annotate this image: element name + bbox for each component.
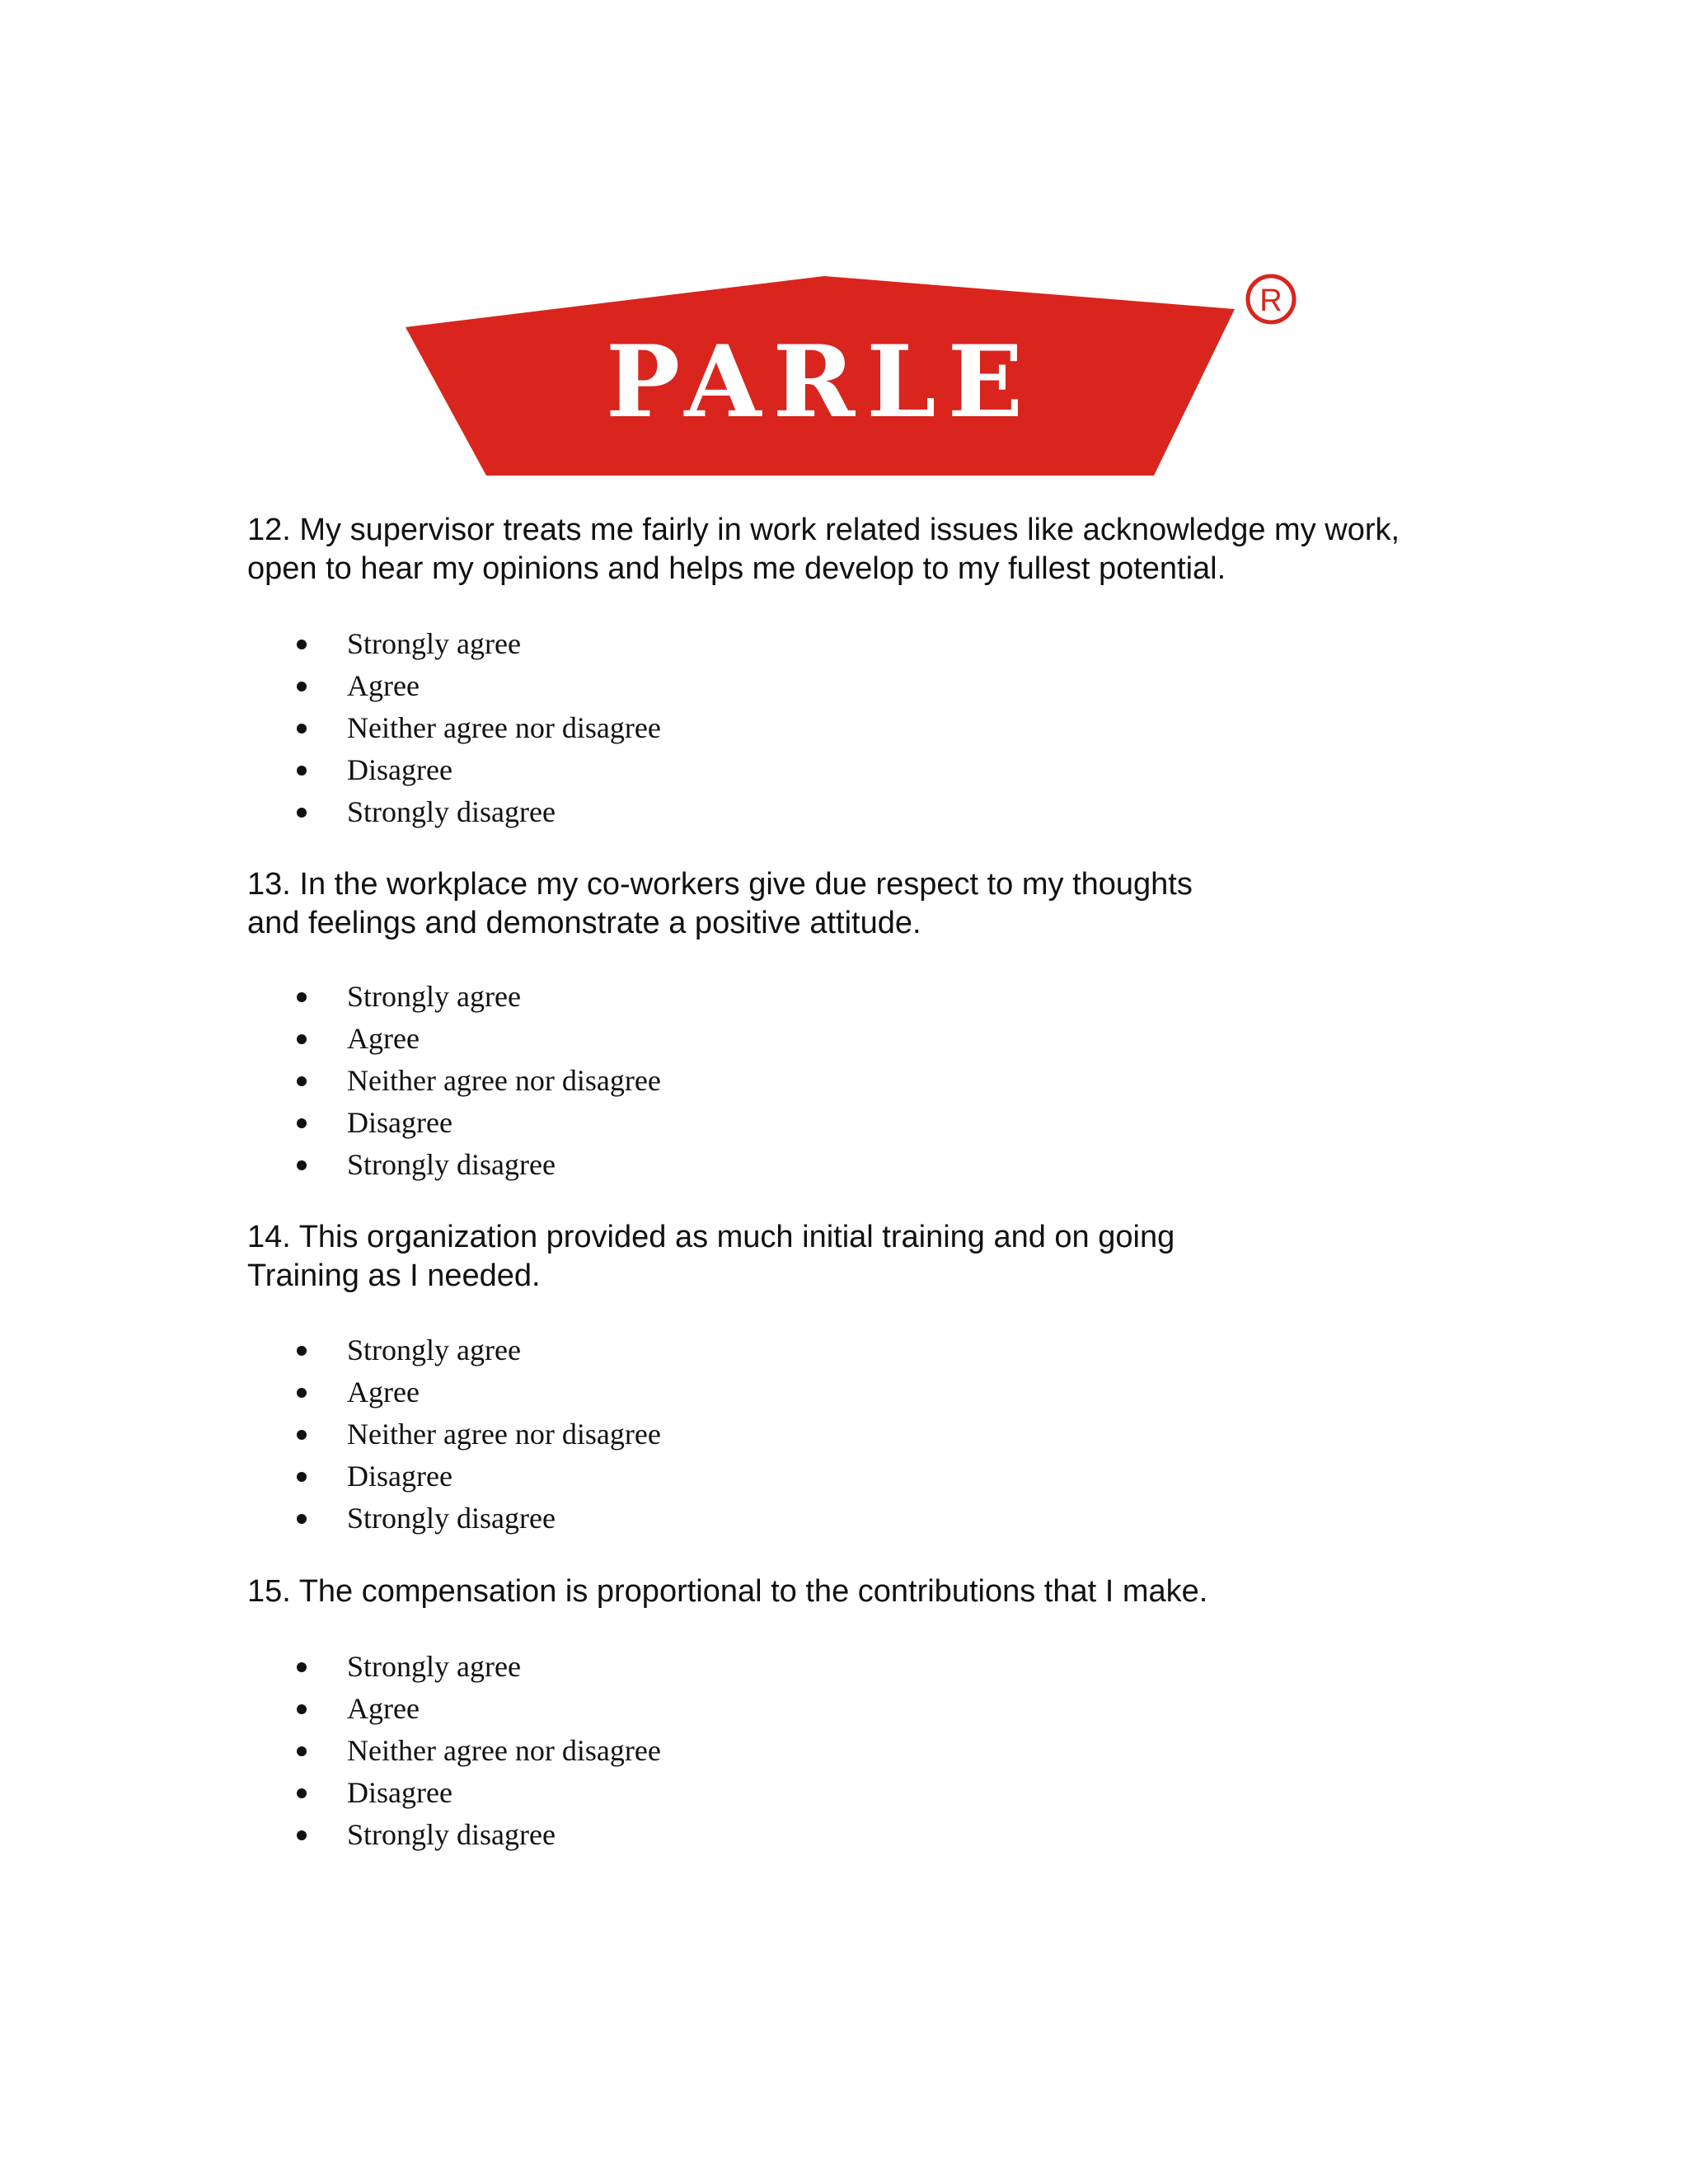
bullet-icon	[297, 1746, 307, 1756]
option-agree	[297, 1371, 661, 1413]
bullet-icon	[297, 1514, 307, 1524]
question-text-line: 15. The compensation is proportional to the contributions that I make.	[247, 1574, 1208, 1609]
option-label: Agree	[347, 669, 420, 702]
question-text-line: 14. This organization provided as much initial training and on going	[247, 1220, 1175, 1254]
option-neither	[297, 1730, 661, 1772]
option-label: Neither agree nor disagree	[347, 1734, 661, 1767]
bullet-icon	[297, 1076, 307, 1086]
option-label: Neither agree nor disagree	[347, 1064, 661, 1097]
option-strongly-agree	[297, 623, 661, 665]
option-disagree	[297, 1455, 661, 1497]
question-13	[247, 865, 1500, 943]
options-list-12	[297, 623, 661, 833]
option-label: Neither agree nor disagree	[347, 1418, 661, 1451]
question-text-line: 13. In the workplace my co-workers give due respect to my thoughts	[247, 867, 1193, 902]
option-label: Strongly agree	[347, 1333, 521, 1366]
option-label: Strongly disagree	[347, 1502, 556, 1535]
bullet-icon	[297, 1118, 307, 1128]
option-label: Disagree	[347, 753, 452, 786]
question-text-line: Training as I needed.	[247, 1258, 541, 1293]
option-disagree	[297, 1102, 661, 1144]
option-agree	[297, 1688, 661, 1730]
bullet-icon	[297, 766, 307, 776]
option-label: Disagree	[347, 1776, 452, 1809]
logo-wordmark: PARLE	[605, 324, 1035, 440]
bullet-icon	[297, 1346, 307, 1356]
bullet-icon	[297, 1160, 307, 1170]
bullet-icon	[297, 808, 307, 818]
parle-logo	[396, 260, 1335, 486]
option-disagree	[297, 1772, 661, 1814]
options-list-13	[297, 976, 661, 1186]
bullet-icon	[297, 1662, 307, 1672]
question-text-line: open to hear my opinions and helps me develop to my fullest potential.	[247, 551, 1226, 586]
option-strongly-agree	[297, 1646, 661, 1688]
option-strongly-disagree	[297, 791, 661, 833]
bullet-icon	[297, 1034, 307, 1044]
option-strongly-disagree	[297, 1497, 661, 1540]
options-list-14	[297, 1329, 661, 1540]
option-strongly-agree	[297, 1329, 661, 1371]
option-label: Agree	[347, 1376, 420, 1408]
option-label: Disagree	[347, 1106, 452, 1139]
option-label: Disagree	[347, 1460, 452, 1493]
option-neither	[297, 1413, 661, 1455]
bullet-icon	[297, 1788, 307, 1798]
question-12	[247, 511, 1500, 588]
option-label: Neither agree nor disagree	[347, 711, 661, 744]
option-label: Strongly disagree	[347, 1148, 556, 1181]
option-strongly-disagree	[297, 1814, 661, 1856]
bullet-icon	[297, 1830, 307, 1840]
bullet-icon	[297, 1388, 307, 1398]
option-label: Strongly disagree	[347, 795, 556, 828]
registered-mark: R	[1259, 284, 1282, 318]
option-agree	[297, 665, 661, 707]
bullet-icon	[297, 992, 307, 1002]
option-neither	[297, 1060, 661, 1102]
question-15	[247, 1572, 1500, 1611]
option-strongly-agree	[297, 976, 661, 1018]
bullet-icon	[297, 1472, 307, 1482]
bullet-icon	[297, 640, 307, 649]
option-label: Strongly disagree	[347, 1818, 556, 1851]
bullet-icon	[297, 682, 307, 691]
bullet-icon	[297, 724, 307, 733]
option-label: Strongly agree	[347, 1650, 521, 1683]
option-disagree	[297, 749, 661, 791]
question-text-line: 12. My supervisor treats me fairly in work related issues like acknowledge my work,	[247, 513, 1400, 547]
option-strongly-disagree	[297, 1144, 661, 1186]
option-label: Strongly agree	[347, 980, 521, 1013]
option-label: Strongly agree	[347, 627, 521, 660]
option-neither	[297, 707, 661, 749]
options-list-15	[297, 1646, 661, 1856]
option-label: Agree	[347, 1692, 420, 1725]
option-label: Agree	[347, 1022, 420, 1055]
question-14	[247, 1218, 1500, 1296]
option-agree	[297, 1018, 661, 1060]
bullet-icon	[297, 1430, 307, 1440]
question-text-line: and feelings and demonstrate a positive attitude.	[247, 906, 921, 940]
bullet-icon	[297, 1704, 307, 1714]
